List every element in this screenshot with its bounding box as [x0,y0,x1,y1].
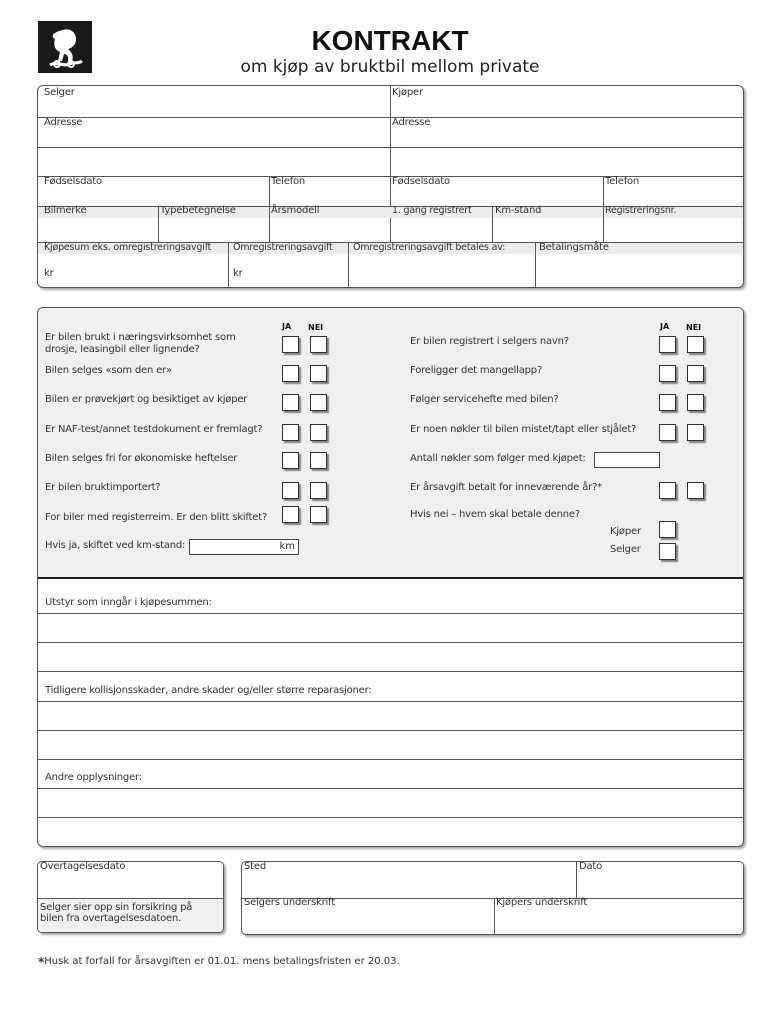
make-label: Bilmerke [44,205,87,216]
insurance-note-line2: bilen fra overtagelsesdatoen. [40,913,182,924]
question-imported: Er bilen bruktimportert? [45,482,161,493]
key-count-input[interactable] [594,452,660,468]
defect-notice-nei-checkbox[interactable] [687,365,704,382]
address-label-left: Adresse [44,117,83,128]
imported-nei-checkbox[interactable] [310,482,327,499]
buyer-signature-label: Kjøpers underskrift [496,897,588,908]
ja-header-right: JA [660,322,670,331]
annual-fee-ja-checkbox[interactable] [659,482,676,499]
seller-pays-checkbox[interactable] [659,543,676,560]
phone-label-left: Telefon [271,176,306,187]
type-label: Typebetegnelse [160,205,236,216]
naf-test-ja-checkbox[interactable] [282,424,299,441]
footnote-star: * [38,955,45,969]
km-label: Km-stand [495,205,542,216]
kr-label-2: kr [233,268,243,279]
seller-option-label: Selger [610,544,641,555]
page-title: KONTRAKT [311,25,469,56]
question-annual-fee-paid: Er årsavgift betalt for inneværende år?* [410,482,602,493]
nei-header-right: NEI [686,323,702,332]
defect-notice-ja-checkbox[interactable] [659,365,676,382]
question-who-pays: Hvis nei – hvem skal betale denne? [410,509,580,520]
insurance-note-line1: Selger sier opp sin forsikring på [40,902,193,913]
buyer-option-label: Kjøper [610,526,641,537]
no-liens-nei-checkbox[interactable] [310,452,327,469]
keys-lost-nei-checkbox[interactable] [687,424,704,441]
question-key-count: Antall nøkler som følger med kjøpet: [410,453,586,464]
annual-fee-nei-checkbox[interactable] [687,482,704,499]
questions-box [37,307,744,847]
question-as-is: Bilen selges «som den er» [45,365,172,376]
other-info-label: Andre opplysninger: [45,772,142,783]
timing-belt-ja-checkbox[interactable] [282,506,299,523]
footnote-text: Husk at forfall for årsavgiften er 01.01. mens betalingsfristen er 20.03. [44,956,400,967]
commercial-use-ja-checkbox[interactable] [282,336,299,353]
no-liens-ja-checkbox[interactable] [282,452,299,469]
registered-seller-ja-checkbox[interactable] [659,336,676,353]
question-commercial-use-line2: drosje, leasingbil eller lignende? [45,344,200,355]
nei-header-left: NEI [308,323,324,332]
question-defect-notice: Foreligger det mangellapp? [410,365,543,376]
question-test-driven: Bilen er prøvekjørt og besiktiget av kjøper [45,394,248,405]
ja-header-left: JA [282,322,292,331]
price-label: Kjøpesum eks. omregistreringsavgift [44,242,212,253]
km-changed-label: Hvis ja, skiftet ved km-stand: [45,540,186,551]
handover-date-label: Overtagelsesdato [40,861,126,872]
lion-logo-icon [38,21,92,73]
question-service-book: Følger servicehefte med bilen? [410,394,559,405]
footnote [38,955,400,969]
seller-signature-label: Selgers underskrift [244,897,335,908]
commercial-use-nei-checkbox[interactable] [310,336,327,353]
imported-ja-checkbox[interactable] [282,482,299,499]
buyer-pays-checkbox[interactable] [659,521,676,538]
timing-belt-nei-checkbox[interactable] [310,506,327,523]
page-subtitle: om kjøp av bruktbil mellom private [240,57,540,77]
registered-seller-nei-checkbox[interactable] [687,336,704,353]
keys-lost-ja-checkbox[interactable] [659,424,676,441]
service-book-ja-checkbox[interactable] [659,394,676,411]
as-is-nei-checkbox[interactable] [310,365,327,382]
first-reg-label: 1. gang registrert [392,205,472,216]
year-label: Årsmodell [271,205,320,216]
fee-label: Omregistreringsavgift [233,242,333,253]
question-commercial-use-line1: Er bilen brukt i næringsvirksomhet som [45,332,236,343]
dob-label-right: Fødselsdato [392,176,450,187]
km-changed-input[interactable] [189,539,299,555]
as-is-ja-checkbox[interactable] [282,365,299,382]
test-driven-nei-checkbox[interactable] [310,394,327,411]
question-keys-lost: Er noen nøkler til bilen mistet/tapt eller stjålet? [410,424,637,435]
buyer-label: Kjøper [392,87,423,98]
test-driven-ja-checkbox[interactable] [282,394,299,411]
place-label: Sted [244,861,266,872]
fee-paid-by-label: Omregistreringsavgift betales av: [353,242,506,253]
reg-no-label: Registreringsnr. [605,205,677,216]
seller-label: Selger [44,87,75,98]
question-timing-belt: For biler med registerreim. Er den blitt skiftet? [45,512,268,523]
question-registered-seller: Er bilen registrert i selgers navn? [410,336,569,347]
service-book-nei-checkbox[interactable] [687,394,704,411]
phone-label-right: Telefon [605,176,640,187]
dob-label-left: Fødselsdato [44,176,102,187]
equipment-label: Utstyr som inngår i kjøpesummen: [45,597,212,608]
question-naf-test: Er NAF-test/annet testdokument er fremlagt? [45,424,263,435]
payment-label: Betalingsmåte [539,242,609,253]
address-label-right: Adresse [392,117,431,128]
date-label: Dato [579,861,603,872]
kr-label-1: kr [44,268,54,279]
question-no-liens: Bilen selges fri for økonomiske heftelser [45,453,238,464]
logo [38,21,92,73]
km-unit-label: km [279,541,295,552]
naf-test-nei-checkbox[interactable] [310,424,327,441]
damage-label: Tidligere kollisjonsskader, andre skader og/eller større reparasjoner: [45,685,372,696]
